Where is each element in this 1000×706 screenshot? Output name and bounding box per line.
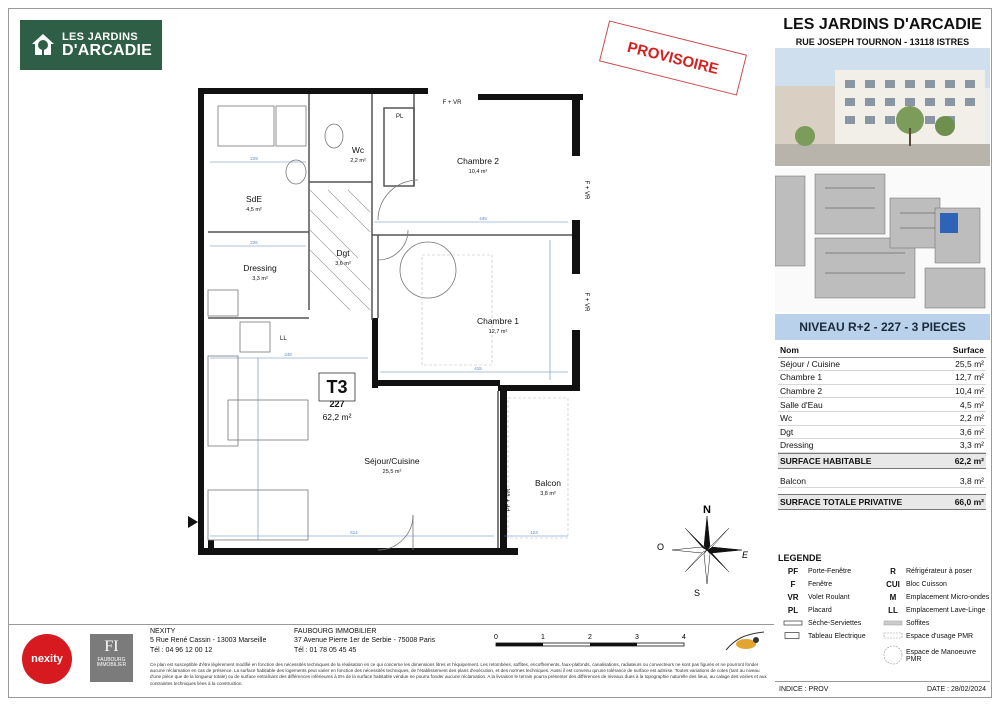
room-dgt-area: 3,6 m² <box>335 261 351 267</box>
date-label: DATE : 28/02/2024 <box>926 686 986 693</box>
svg-text:1: 1 <box>541 634 545 641</box>
soffite-icon <box>880 619 906 628</box>
lave-linge-label: LL <box>280 336 287 342</box>
legal-disclaimer: Ce plan est susceptible d'être légèrement modifié en fonction des nécessités techniques de la réalisation en ce qui concerne les dimensions litres et l'équipement. Les retombées, soffites, encoffrements, faux-plafonds, canalisations, radiateurs ou convecteurs ne sont pas figurés et ne pourront fonder aucune réclamation en cas de présence. La surface habitable des logements peut varier en fonction des nécessités techniques, de l'établissement des plans d'exécution, et des normes techniques. Aussi il est convenu qu'une tolérance de surface est admise. Toutes variations de cotes (tant au niveau d'une pièce que de la longueur totale) ou de surface entraînant des différences inférieures à 5% de la surface habitable vendue ne pourra fonder aucune réclamation. A la livraison le terrain pourra présenter des différences de niveaux dues à la topographie naturelle des lieux, au calage des voiries et aux contraintes techniques liées à la construction. <box>150 662 767 686</box>
surface-habitable-row: SURFACE HABITABLE 62,2 m² <box>778 453 986 469</box>
pfvr-label: PF + VR <box>506 488 512 512</box>
fvr-chambre1-label: F + VR <box>583 292 589 312</box>
document-footer <box>775 681 990 697</box>
surface-table <box>778 344 986 510</box>
room-sde-name: SdE <box>245 194 263 204</box>
room-wc-name: Wc <box>351 145 365 155</box>
compass-s: S <box>693 588 701 598</box>
room-dressing-area: 3,3 m² <box>252 276 268 282</box>
room-chambre1-name: Chambre 1 <box>476 316 520 326</box>
apartment-type: T3 <box>326 377 348 397</box>
dim-123: 123 <box>530 530 538 535</box>
table-row: Salle d'Eau 4,5 m² <box>778 398 986 412</box>
dim-415: 415 <box>474 366 482 371</box>
entrance-arrow-icon <box>188 516 198 528</box>
pmr-mascot-icon <box>716 628 772 654</box>
room-chambre1-area: 12,7 m² <box>488 329 508 335</box>
room-sde-area: 4,5 m² <box>246 207 262 213</box>
table-row: Dgt 3,6 m² <box>778 426 986 440</box>
scale-bar <box>492 630 692 654</box>
svg-text:2: 2 <box>588 634 592 641</box>
pmr-usage-icon <box>880 632 906 641</box>
logo-line2: D'ARCADIE <box>62 41 153 59</box>
provisoire-stamp: PROVISOIRE <box>599 20 747 95</box>
indice-label: INDICE : PROV <box>779 686 829 693</box>
dim-445: 445 <box>479 216 487 221</box>
placard-label: PL <box>396 114 404 120</box>
room-balcon-name: Balcon <box>535 478 561 488</box>
pmr-manoeuvre-icon <box>880 645 906 667</box>
fvr-chambre2-label: F + VR <box>583 180 589 200</box>
dim-348: 348 <box>284 352 292 357</box>
project-header <box>775 10 990 52</box>
table-row: Wc 2,2 m² <box>778 412 986 426</box>
room-balcon-area: 3,8 m² <box>540 491 556 497</box>
dim-226: 226 <box>250 240 258 245</box>
apartment-area: 62,2 m² <box>322 412 352 422</box>
table-header: Nom Surface <box>778 344 986 358</box>
legend: LEGENDE PF Porte-Fenêtre R Réfrigérateur à poser F Fenêtre CUI Bloc Cuisson VR Volet Roulant M Emplacement Micro-ondes PL Placard LL Emplacement Lave-Linge Sèche-Serviettes Soffites Tableau Electrique Espace d'usage PMR Espace de Manoeuvre PMR <box>778 553 990 667</box>
tableau-electrique-icon <box>778 632 808 641</box>
tree-house-icon <box>30 32 56 58</box>
table-row: Chambre 1 12,7 m² <box>778 371 986 385</box>
dim-614: 614 <box>350 530 358 535</box>
building-render-image <box>775 48 990 166</box>
apartment-location-highlight <box>940 213 958 233</box>
compass-e: E <box>742 550 749 560</box>
table-row: Séjour / Cuisine 25,5 m² <box>778 358 986 372</box>
fvr-top-label: F + VR <box>442 100 462 106</box>
compass-n: N <box>703 504 711 516</box>
room-sejour-name: Séjour/Cuisine <box>364 456 420 466</box>
svg-text:0: 0 <box>494 634 498 641</box>
surface-totale-row: SURFACE TOTALE PRIVATIVE 66,0 m² <box>778 494 986 510</box>
legend-title: LEGENDE <box>778 553 822 563</box>
room-wc-area: 2,2 m² <box>350 158 366 164</box>
level-banner: NIVEAU R+2 - 227 - 3 PIECES <box>775 314 990 340</box>
site-plan-map <box>775 168 990 312</box>
company-nexity: NEXITY 5 Rue René Cassin - 13003 Marseille Tél : 04 96 12 00 12 <box>150 628 267 654</box>
dim-229: 229 <box>250 156 258 161</box>
room-chambre2-name: Chambre 2 <box>456 156 500 166</box>
logo-line1: LES JARDINS <box>62 30 139 43</box>
room-chambre2-area: 10,4 m² <box>468 169 488 175</box>
brand-logo <box>20 20 162 70</box>
table-row: Chambre 2 10,4 m² <box>778 385 986 399</box>
floor-plan <box>188 80 592 560</box>
compass-o: O <box>657 542 665 552</box>
svg-text:3: 3 <box>635 634 639 641</box>
room-dressing-name: Dressing <box>243 263 277 273</box>
balcon-row: Balcon 3,8 m² <box>778 475 986 489</box>
room-dgt-name: Dgt <box>336 248 350 258</box>
project-address: RUE JOSEPH TOURNON - 13118 ISTRES <box>775 37 990 52</box>
faubourg-logo: FI FAUBOURG IMMOBILIER <box>90 634 133 682</box>
nexity-logo: nexity <box>22 634 72 684</box>
apartment-number: 227 <box>329 399 345 409</box>
svg-text:4: 4 <box>682 634 686 641</box>
compass-rose <box>652 498 762 602</box>
seche-serviettes-icon <box>778 619 808 628</box>
table-row: Dressing 3,3 m² <box>778 439 986 453</box>
company-faubourg: FAUBOURG IMMOBILIER 37 Avenue Pierre 1er de Serbie - 75008 Paris Tél : 01 78 05 45 45 <box>294 628 436 654</box>
room-sejour-area: 25,5 m² <box>382 469 402 475</box>
project-title: LES JARDINS D'ARCADIE <box>783 16 982 33</box>
